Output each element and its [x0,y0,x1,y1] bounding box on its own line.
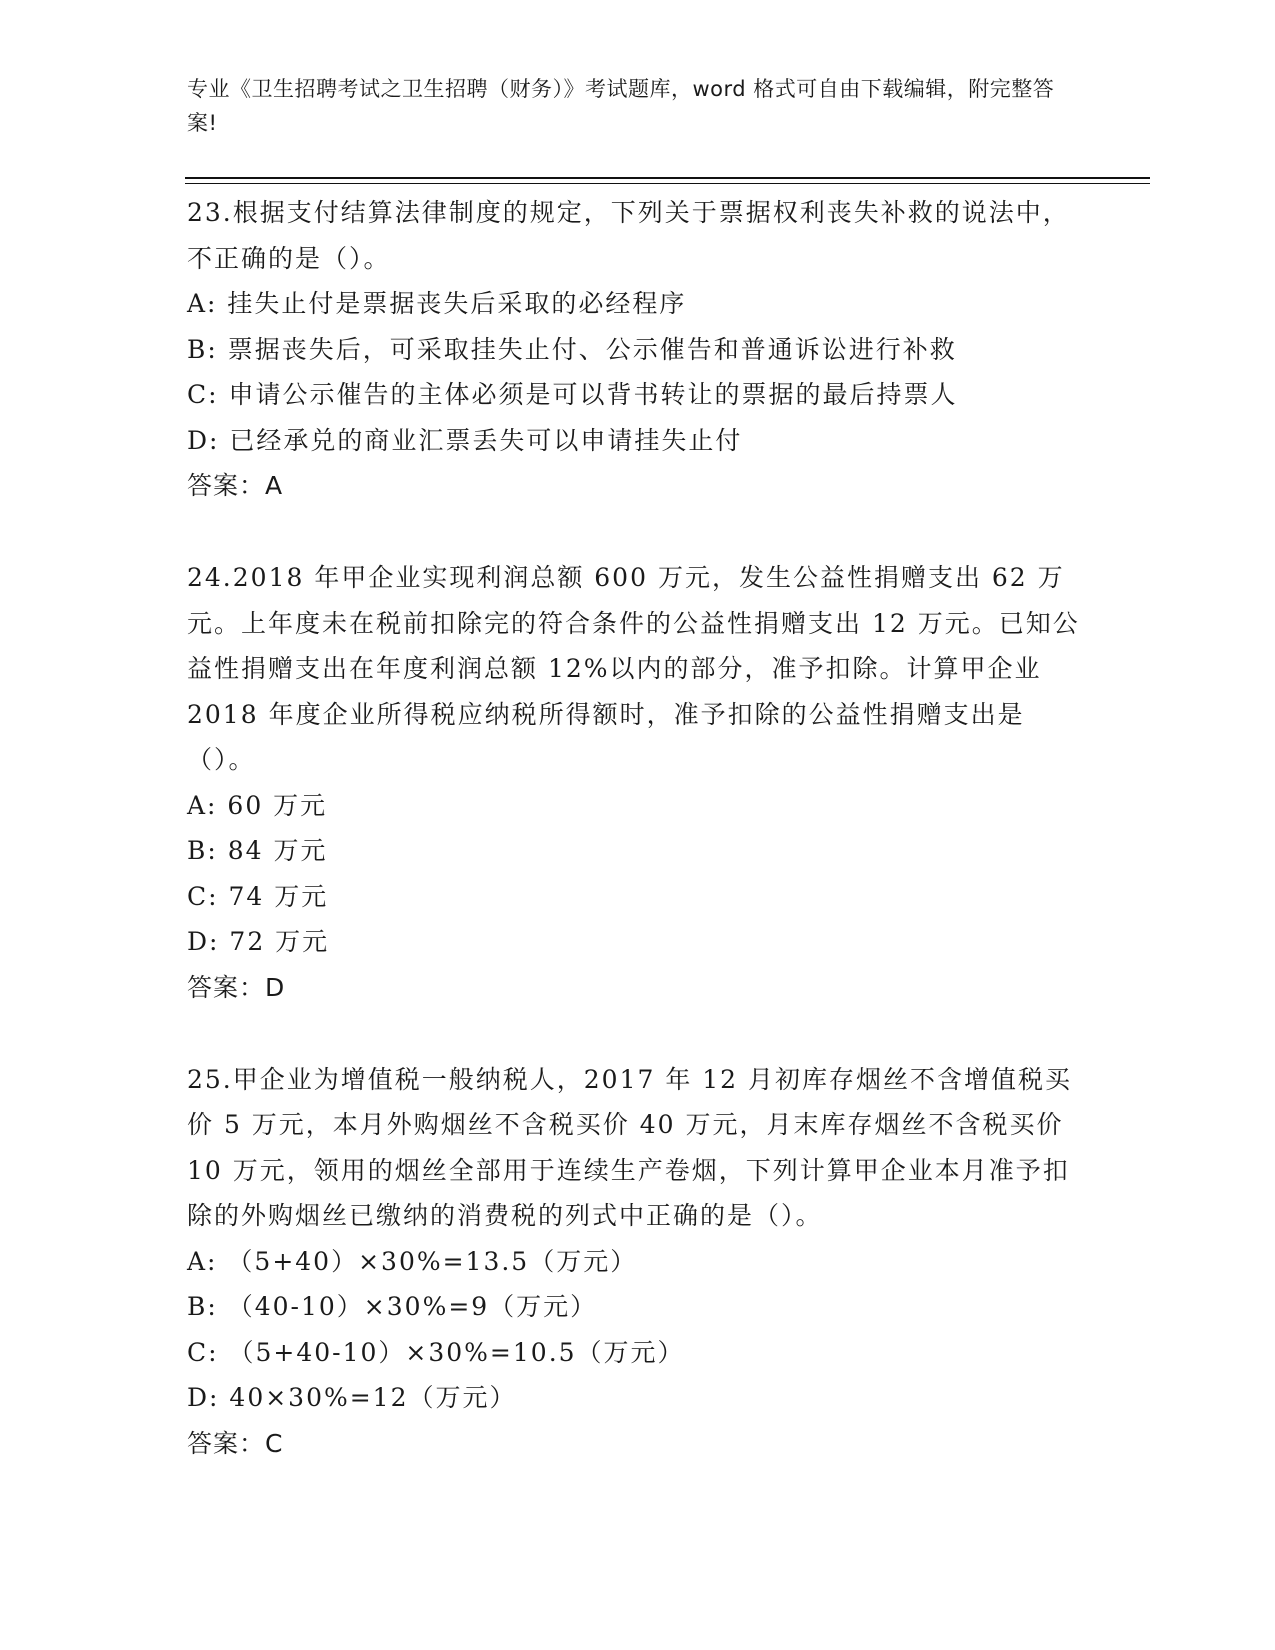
option-d: D: 40×30%=12（万元） [187,1383,517,1412]
option-a: A: （5+40）×30%=13.5（万元） [187,1246,638,1276]
answer-line: 答案：A [187,471,284,500]
option-a: A: 挂失止付是票据丧失后采取的必经程序 [187,289,687,318]
option-d: D: 已经承兑的商业汇票丢失可以申请挂失止付 [187,425,743,455]
option-c: C: 74 万元 [187,881,329,911]
question-25 [187,1057,1087,1467]
question-stem: 23.根据支付结算法律制度的规定，下列关于票据权利丧失补救的说法中，不正确的是（）。 [187,198,1070,273]
question-23 [187,190,1087,509]
option-c: C: 申请公示催告的主体必须是可以背书转让的票据的最后持票人 [187,380,958,409]
question-24 [187,555,1087,1011]
option-a: A: 60 万元 [187,790,328,820]
question-stem: 25.甲企业为增值税一般纳税人，2017 年 12 月初库存烟丝不含增值税买价 5 万元，本月外购烟丝不含税买价 40 万元，月末库存烟丝不含税买价 10 万元，领用的烟丝全部用于连续生产卷烟，下列计算甲企业本月准予扣除的外购烟丝已缴纳的消费税的列式中正确的是（）。 [187,1064,1073,1230]
option-c: C: （5+40-10）×30%=10.5（万元） [187,1337,685,1367]
header-rule-thin [185,183,1150,184]
answer-line: 答案：C [187,1428,284,1458]
question-spacer [187,1011,1087,1057]
question-spacer [187,509,1087,555]
header-rule-thick [185,177,1150,179]
option-b: B: 84 万元 [187,836,328,865]
answer-line: 答案：D [187,972,286,1002]
document-header: 专业《卫生招聘考试之卫生招聘（财务）》考试题库，word 格式可自由下载编辑，附完整答案! [187,77,1055,135]
option-b: B: （40-10）×30%=9（万元） [187,1292,598,1321]
option-d: D: 72 万元 [187,927,330,956]
question-list [187,190,1087,1467]
question-stem: 24.2018 年甲企业实现利润总额 600 万元，发生公益性捐赠支出 62 万元。上年度未在税前扣除完的符合条件的公益性捐赠支出 12 万元。已知公益性捐赠支出在年度利润总额 12%以内的部分，准予扣除。计算甲企业 2018 年度企业所得税应纳税所得额时，准予扣除的公益性捐赠支出是（）。 [187,563,1080,774]
option-b: B: 票据丧失后，可采取挂失止付、公示催告和普通诉讼进行补救 [187,334,957,364]
